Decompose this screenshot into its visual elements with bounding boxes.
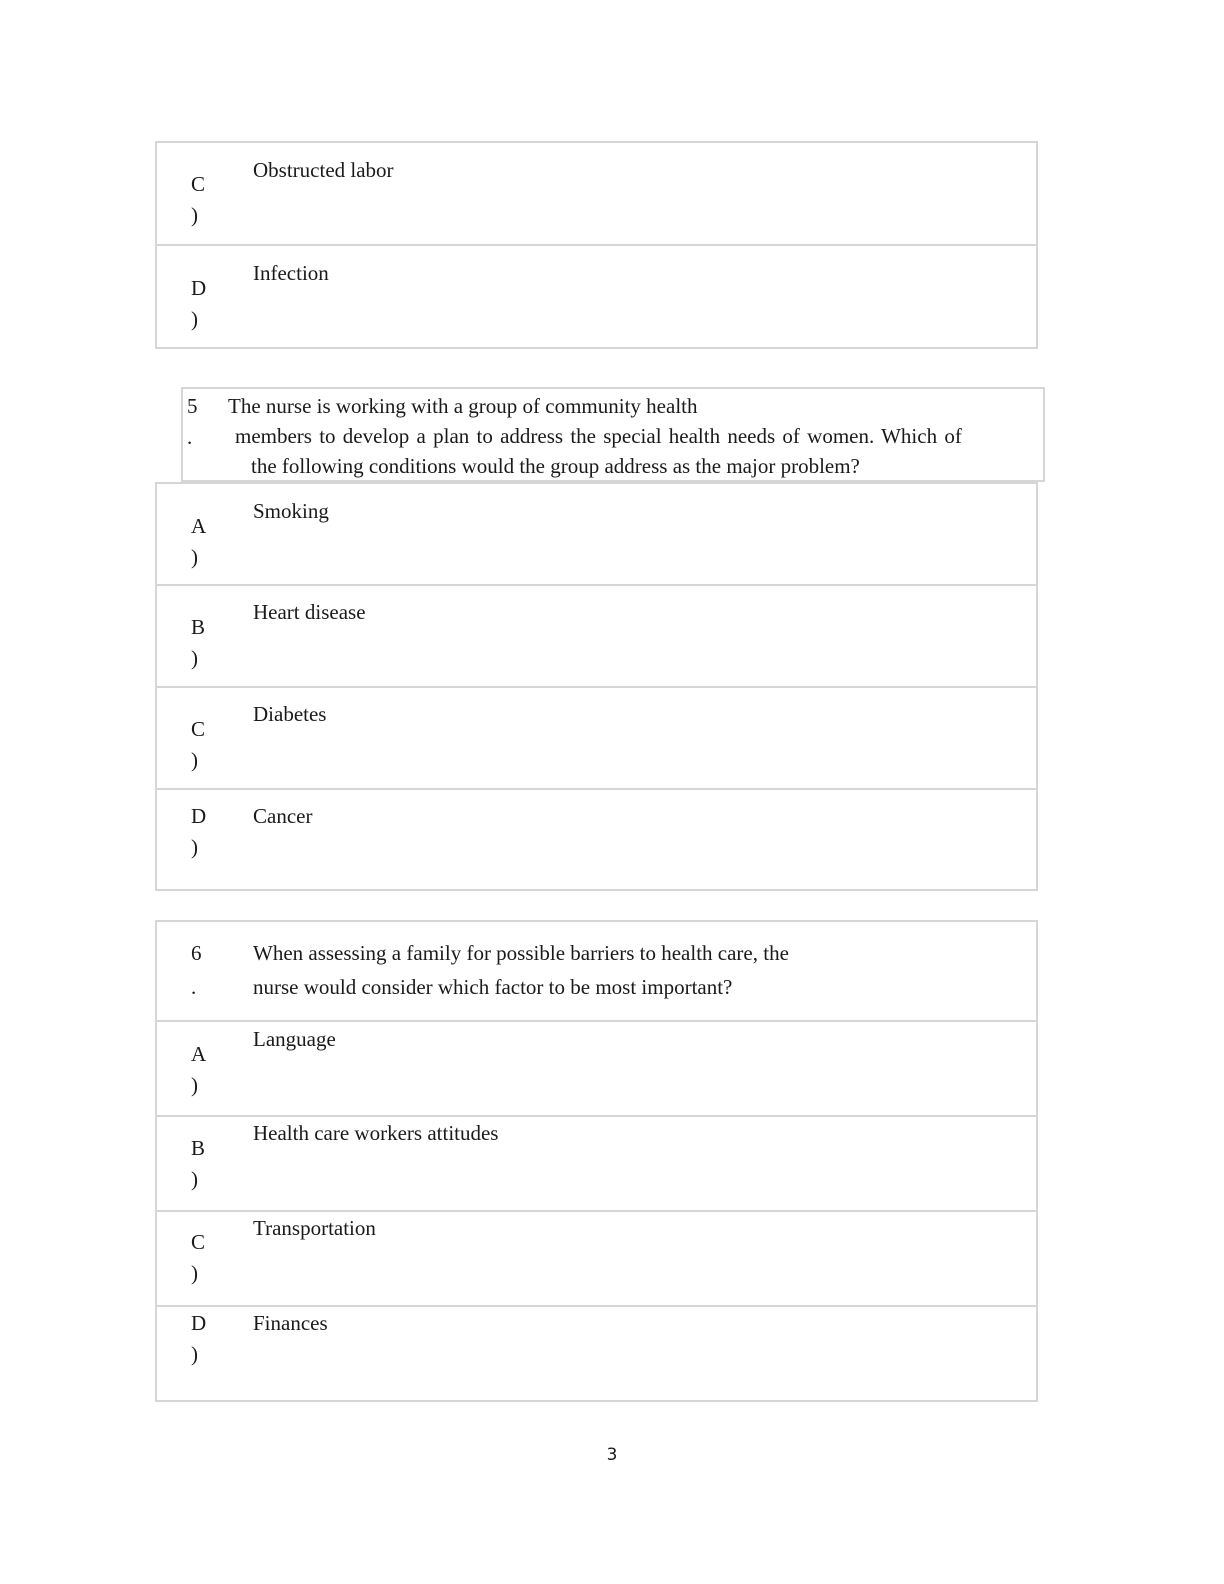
option-letter: D ) bbox=[191, 276, 207, 331]
option-text: Smoking bbox=[253, 499, 329, 523]
question-stem-line: nurse would consider which factor to be most important? bbox=[253, 975, 733, 999]
option-text: Heart disease bbox=[253, 600, 366, 624]
option-row bbox=[157, 586, 1036, 688]
option-letter: A ) bbox=[191, 1042, 207, 1097]
option-row bbox=[157, 1307, 1036, 1400]
option-text: Diabetes bbox=[253, 702, 327, 726]
question-stem-row bbox=[157, 922, 1036, 1022]
question-5-stem bbox=[181, 387, 1045, 482]
question-stem bbox=[253, 936, 789, 1004]
option-letter: C ) bbox=[191, 1230, 206, 1285]
question-stem-line: When assessing a family for possible barriers to health care, the bbox=[253, 941, 789, 965]
option-row bbox=[157, 1117, 1036, 1212]
option-letter: A ) bbox=[191, 514, 207, 569]
option-letter: D ) bbox=[191, 804, 207, 859]
question-stem-line: the following conditions would the group address as the major problem? bbox=[251, 454, 860, 478]
option-text: Health care workers attitudes bbox=[253, 1121, 499, 1145]
option-row bbox=[157, 688, 1036, 790]
question-number: 5 . bbox=[187, 394, 198, 449]
question-stem-line: members to develop a plan to address the special health needs of women. Which of bbox=[235, 424, 962, 448]
option-text: Language bbox=[253, 1027, 336, 1051]
question-4-options-table bbox=[155, 141, 1038, 349]
option-row bbox=[157, 1212, 1036, 1307]
question-stem-line: The nurse is working with a group of community health bbox=[228, 394, 698, 418]
option-text: Cancer bbox=[253, 804, 313, 828]
question-6-table bbox=[155, 920, 1038, 1402]
question-5-options-table bbox=[155, 482, 1038, 891]
question-number: 6 . bbox=[191, 941, 202, 999]
option-letter: B ) bbox=[191, 1136, 206, 1191]
option-text: Finances bbox=[253, 1311, 328, 1335]
option-letter: B ) bbox=[191, 615, 206, 670]
option-text: Obstructed labor bbox=[253, 158, 394, 182]
option-letter: C ) bbox=[191, 717, 206, 772]
option-row bbox=[157, 484, 1036, 586]
option-row bbox=[157, 143, 1036, 246]
option-row bbox=[157, 246, 1036, 347]
option-text: Transportation bbox=[253, 1216, 376, 1240]
option-row bbox=[157, 790, 1036, 889]
option-row bbox=[157, 1022, 1036, 1117]
option-text: Infection bbox=[253, 261, 329, 285]
option-letter: C ) bbox=[191, 172, 206, 227]
page-number: 3 bbox=[606, 1445, 618, 1465]
option-letter: D ) bbox=[191, 1311, 207, 1366]
